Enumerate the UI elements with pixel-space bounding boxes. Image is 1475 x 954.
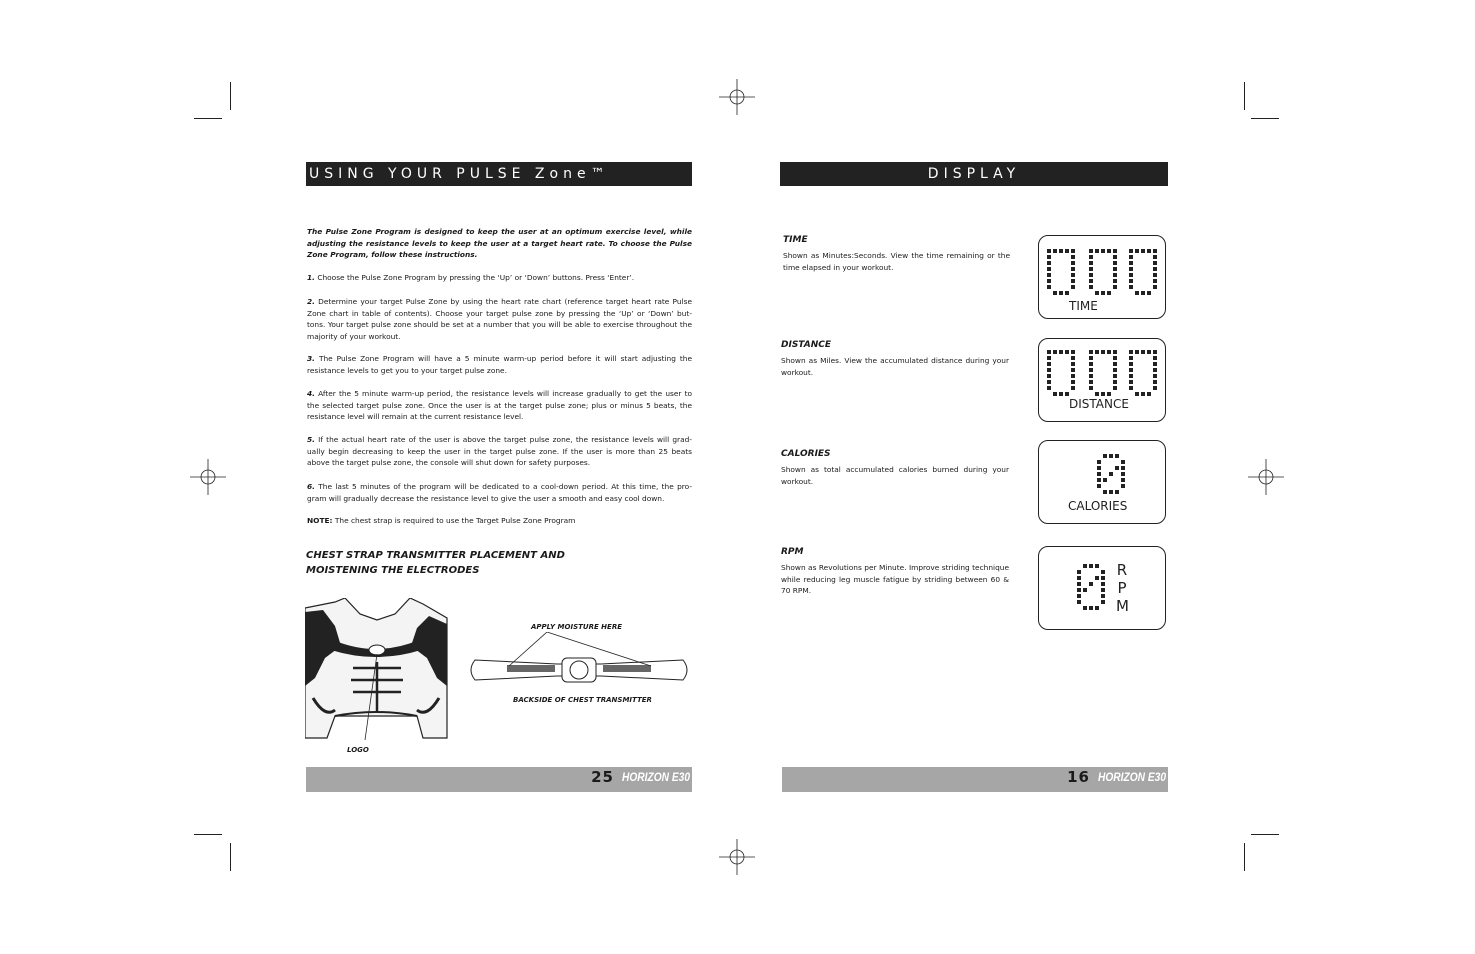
time-display-panel <box>1038 235 1166 319</box>
note <box>307 515 692 527</box>
page-title-bar <box>780 162 1168 186</box>
step-text: Choose the Pulse Zone Program by pressing the ‘Up’ or ‘Down’ buttons. Press ‘Enter’. <box>317 273 635 282</box>
subheading-line: CHEST STRAP TRANSMITTER PLACEMENT AND <box>306 550 565 561</box>
step-number: 6. <box>307 482 315 491</box>
intro-paragraph: The Pulse Zone Program is designed to keep the user at an optimum exercise level, while adjusting the resistance levels to keep the user at a target heart rate. To choose the Pulse Zone Program, follow these instructions. <box>307 227 692 259</box>
step-text: Determine your target Pulse Zone by using the heart rate chart (reference target heart rate Pulse Zone chart in table of contents). Choose your target pulse zone by pressing the ‘Up’ or ‘Down’ but-tons. Your target pulse zone should be set at a number that you will be able to exercise throughout the majority of your workout. <box>307 297 692 341</box>
step-number: 4. <box>307 389 315 398</box>
registration-mark-icon <box>719 839 755 875</box>
step-text: The last 5 minutes of the program will be dedicated to a cool-down period. At this time, the pro-gram will gradually decrease the resistance level to give the user a smooth and easy cool down. <box>307 482 692 503</box>
page-title: DISPLAY <box>927 166 1021 182</box>
calories-display-panel <box>1038 440 1166 524</box>
section-text-rpm: Shown as Revolutions per Minute. Improve striding technique while reducing leg muscle fatigue by striding between 60 & 70 RPM. <box>781 563 1009 595</box>
backside-label: BACKSIDE OF CHEST TRANSMITTER <box>513 696 652 704</box>
step-number: 1. <box>307 273 315 282</box>
section-text-calories: Shown as total accumulated calories burned during your workout. <box>781 465 1009 486</box>
crop-mark <box>1251 834 1279 835</box>
digit-display-icon <box>1095 453 1133 499</box>
panel-label: CALORIES <box>1068 499 1128 513</box>
distance-display-panel <box>1038 338 1166 422</box>
brand-name: HORIZON E30 <box>1097 770 1166 784</box>
crop-mark <box>230 843 231 871</box>
step-number: 2. <box>307 297 315 306</box>
footer-bar <box>306 767 692 792</box>
rpm-display-panel <box>1038 546 1166 630</box>
panel-label: TIME <box>1069 299 1098 313</box>
subheading <box>306 548 565 578</box>
note-label: NOTE: <box>307 516 333 525</box>
step-number: 5. <box>307 435 315 444</box>
registration-mark-icon <box>1248 459 1284 495</box>
digit-display-icon <box>1045 246 1161 298</box>
logo-label: LOGO <box>347 746 369 754</box>
chest-transmitter-backside-illustration <box>467 632 691 692</box>
panel-label: R P M <box>1116 561 1129 615</box>
section-label-calories: CALORIES <box>781 449 831 459</box>
page-title-bar <box>306 162 692 206</box>
digit-display-icon <box>1045 347 1161 399</box>
step-number: 3. <box>307 354 315 363</box>
digit-display-icon <box>1075 561 1113 613</box>
crop-mark <box>1244 843 1245 871</box>
step-text: After the 5 minute warm-up period, the resistance levels will increase gradually to get the user to the selected target pulse zone. Once the user is at the target pulse zone; plus or minus 5 beats, the resistance level will remain at the current resistance level. <box>307 389 692 421</box>
crop-mark <box>1251 118 1279 119</box>
crop-mark <box>194 118 222 119</box>
section-label-distance: DISTANCE <box>781 340 831 350</box>
note-text: The chest strap is required to use the Target Pulse Zone Program <box>334 516 576 525</box>
step-1 <box>307 272 692 284</box>
brand-name: HORIZON E30 <box>621 770 690 784</box>
page-number: 16 <box>1067 768 1090 786</box>
section-label-rpm: RPM <box>781 547 804 557</box>
section-text-distance: Shown as Miles. View the accumulated distance during your workout. <box>781 356 1009 377</box>
torso-with-chest-strap-illustration <box>305 598 448 740</box>
step-6 <box>307 481 692 504</box>
crop-mark <box>1244 82 1245 110</box>
registration-mark-icon <box>719 79 755 115</box>
step-3 <box>307 353 692 376</box>
step-5 <box>307 434 692 469</box>
moisture-label: APPLY MOISTURE HERE <box>531 623 622 631</box>
step-text: If the actual heart rate of the user is above the target pulse zone, the resistance levels will grad-ually begin decreasing to keep the user in the target pulse zone. If the user is more than 25 beats above the target pulse zone, the console will shut down for safety purposes. <box>307 435 692 467</box>
step-2 <box>307 296 692 342</box>
panel-label: DISTANCE <box>1069 397 1129 411</box>
step-4 <box>307 388 692 423</box>
crop-mark <box>230 82 231 110</box>
registration-mark-icon <box>190 459 226 495</box>
footer-bar <box>782 767 1168 792</box>
section-text-time: Shown as Minutes:Seconds. View the time remaining or the time elapsed in your workout. <box>783 251 1010 272</box>
subheading-line: MOISTENING THE ELECTRODES <box>306 565 480 576</box>
page-title: USING YOUR PULSE Zone™ PROGRAM <box>306 166 610 206</box>
step-text: The Pulse Zone Program will have a 5 minute warm-up period before it will start adjusting the resistance levels to get you to your target pulse zone. <box>307 354 692 375</box>
page-number: 25 <box>591 768 614 786</box>
section-label-time: TIME <box>783 235 808 245</box>
crop-mark <box>194 834 222 835</box>
